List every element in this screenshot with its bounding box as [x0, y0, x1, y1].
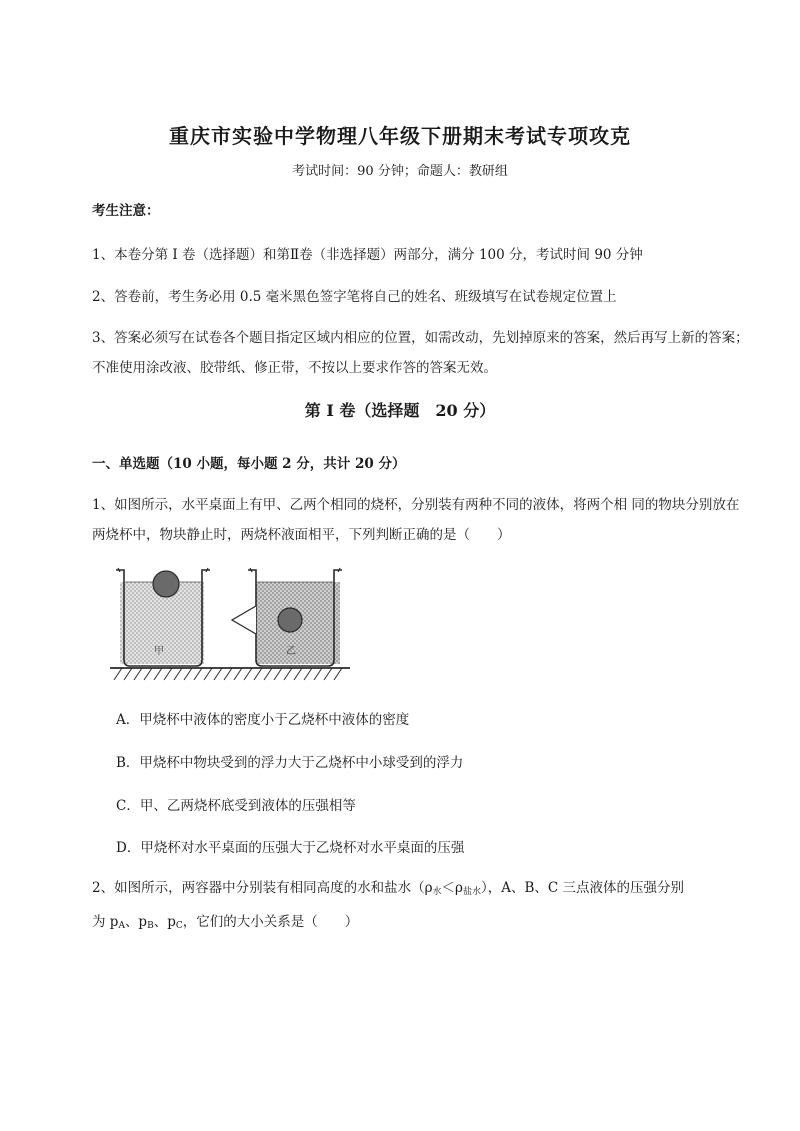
q2-text-2b: 、p	[124, 914, 148, 930]
question-1-option-b[interactable]: B．甲烧杯中物块受到的浮力大于乙烧杯中小球受到的浮力	[116, 755, 464, 771]
figure-label-jia: 甲	[154, 646, 164, 657]
notice-item-1: 1、本卷分第 I 卷（选择题）和第Ⅱ卷（非选择题）两部分，满分 100 分，考试时间 90 分钟	[92, 247, 643, 263]
exam-title: 重庆市实验中学物理八年级下册期末考试专项攻克	[169, 124, 631, 148]
q2-sub-saltwater: 盐水	[462, 887, 481, 897]
beakers-figure	[110, 562, 350, 688]
beaker-jia	[116, 568, 210, 666]
notice-heading: 考生注意：	[92, 203, 160, 219]
q2-text-2d: ，它们的大小关系是（ ）	[182, 914, 359, 930]
question-2-line-1	[92, 873, 752, 907]
q2-sub-water: 水	[432, 887, 442, 897]
q2-text-2c: 、p	[153, 914, 176, 930]
notice-item-2: 2、答卷前，考生务必用 0.5 毫米黑色签字笔将自己的姓名、班级填写在试卷规定位置上	[92, 289, 617, 305]
block-yi	[278, 608, 302, 632]
question-1-option-c[interactable]: C．甲、乙两烧杯底受到液体的压强相等	[116, 798, 356, 814]
question-2-line-2	[92, 907, 752, 941]
q2-text-2a: 为 p	[92, 914, 119, 930]
notice-item-3: 3、答案必须写在试卷各个题目指定区域内相应的位置，如需改动，先划掉原来的答案，然后再写上新的答案；不准使用涂改液、胶带纸、修正带，不按以上要求作答的答案无效。	[92, 330, 749, 376]
table-surface	[110, 668, 350, 680]
question-1-stem: 1、如图所示，水平桌面上有甲、乙两个相同的烧杯，分别装有两种不同的液体，将两个相 同的物块分别放在两烧杯中，物块静止时，两烧杯液面相平，下列判断正确的是（ ）	[92, 497, 740, 543]
q2-text-1b: ＜ρ	[441, 880, 463, 896]
part-heading: 一、单选题（10 小题，每小题 2 分，共计 20 分）	[92, 456, 406, 472]
q2-text-1c: ），A、B、C 三点液体的压强分别	[481, 880, 685, 896]
question-1-option-a[interactable]: A．甲烧杯中液体的密度小于乙烧杯中液体的密度	[116, 712, 410, 728]
figure-label-yi: 乙	[286, 646, 296, 657]
q2-sub-b: B	[147, 921, 154, 931]
beaker-yi	[232, 568, 342, 666]
question-1-option-d[interactable]: D．甲烧杯对水平桌面的压强大于乙烧杯对水平桌面的压强	[116, 840, 465, 856]
question-2-stem	[92, 873, 752, 941]
q2-sub-a: A	[118, 921, 125, 931]
block-jia	[153, 571, 179, 597]
section-title: 第 I 卷（选择题 20 分）	[304, 401, 496, 420]
q2-sub-c: C	[175, 921, 183, 931]
q2-text-1a: 2、如图所示，两容器中分别装有相同高度的水和盐水（ρ	[92, 880, 433, 896]
exam-subtitle: 考试时间：90 分钟；命题人：教研组	[292, 164, 508, 179]
